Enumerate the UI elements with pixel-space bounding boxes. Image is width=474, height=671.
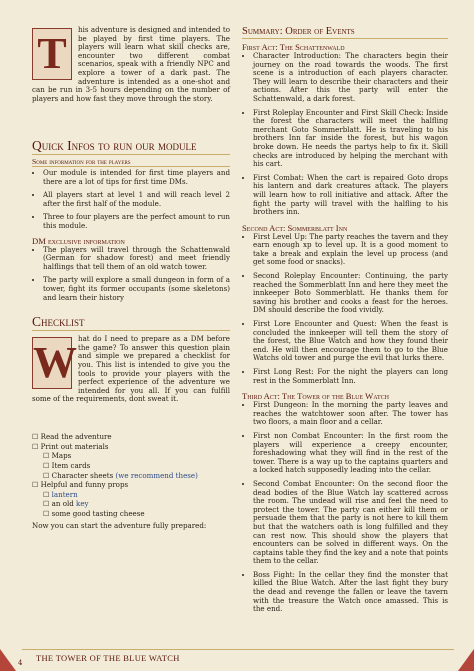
checklist-item[interactable] [32,443,230,452]
key-link[interactable]: key [76,499,89,509]
list-item: • First Lore Encounter and Quest: When the feast is concluded the innkeeper will tell them the story of the forest, the Blue Watch and how they found their end. He will then encourage them to go to the Blue Watchs old tower and purge the evil that lurks there. [253,320,448,363]
act-3-list [242,401,448,614]
checklist-item-label: Maps [51,451,72,461]
act-2-list [242,233,448,386]
checkbox[interactable]: ☐ [43,508,50,518]
footer-corner-ornament-icon [0,649,16,671]
players-info-list [32,169,230,231]
act-heading: Second Act: Sommerblatt Inn [242,222,348,233]
act-heading: Third Act: The Tower of the Blue Watch [242,391,389,402]
list-item: • First Combat: When the cart is repaired Goto drops his lantern and dark creatures attack. The players will learn how to roll initiative and attack. After the fight the party will travel with the halfling to his brothers inn. [253,174,448,217]
checklist-item[interactable] [32,510,230,519]
act-heading: First Act: The Schattenwald [242,42,345,52]
checklist-drop-cap: W [33,338,77,388]
footer-title: THE TOWER OF THE BLUE WATCH [36,653,180,663]
checklist-heading: Checklist [32,315,230,331]
checkbox[interactable]: ☐ [32,432,39,442]
intro-drop-cap: T [32,28,72,80]
right-column [242,26,448,619]
intro-paragraph: his adventure is designed and intended to be played by first time players. The players will learn what skill checks are, encounter two different combat scenarios, speak with a friendly NPC and explore a tower of a dark past. The adventure is intended as a one-shot and can be run in 3-5 hours depending on the number of players and how fast they move through the story. [32,25,230,103]
players-info-heading: Some information for the players [32,157,230,167]
quick-infos-heading: Quick Infos to run our module [32,139,230,155]
footer-rule [22,649,454,650]
checklist-item[interactable] [32,452,230,461]
intro-section [32,26,230,126]
page-footer [0,641,474,671]
checkbox[interactable]: ☐ [43,470,50,480]
list-item: • First Roleplay Encounter and First Skill Check: Inside the forest the characters will meet the halfling merchant Goto Sommerblatt. He is traveling to his brothers Inn far inside the forest, but his wagon broke down. He needs the partys help to fix it. Skill checks are introduced by helping the merchant with his cart. [253,109,448,169]
checklist-item-label: some good tasting cheese [51,508,145,518]
footer-corner-ornament-icon [458,649,474,671]
list-item: • Second Roleplay Encounter: Continuing, the party reached the Sommerblatt Inn and here they meet the innkeeper Boto Sommerblatt. He thanks them for saving his brother and cooks a feast for the heroes. DM should describe the food vividly. [253,272,448,315]
list-item: • First Dungeon: In the morning the party leaves and reaches the watchtower soon after. The tower has two floors, a main floor and a cellar. [253,401,448,427]
checklist-item[interactable] [32,462,230,471]
checkbox[interactable]: ☐ [32,480,39,490]
list-item: • Boss Fight: In the cellar they find the monster that killed the Blue Watch. After the last fight they bury the dead and revenge the fallen or leave the tavern with the treasure the Watch once amassed. This is the end. [253,571,448,614]
list-item: • First Long Rest: For the night the players can long rest in the Sommerblatt Inn. [253,368,448,385]
list-item: • The players will travel through the Schattenwald (German for shadow forest) and meet friendly halflings that tell them of an old watch tower. [43,246,230,272]
lantern-link[interactable]: lantern [51,489,78,499]
recommend-link[interactable]: (we recommend these) [115,470,198,480]
checklist-intro-paragraph: hat do I need to prepare as a DM before the game? To answer this question plain and simple we prepared a checklist for you. This list is intended to give you the tools to provide your players with the perfect experience of the adventure we intended for you all. If you can fulfill some of the requirements, dont sweat it. [32,334,230,404]
checkbox[interactable]: ☐ [43,460,50,470]
dm-info-list [32,246,230,303]
checkbox[interactable]: ☐ [43,451,50,461]
checklist-item-label: Helpful and funny props [40,480,129,490]
left-column [32,26,230,531]
page-number: 4 [18,659,23,667]
checklist-item[interactable] [32,472,230,481]
checklist-item-label: Print out materials [40,441,109,451]
list-item: • Our module is intended for first time players and there are a lot of tips for first time DMs. [43,169,230,186]
list-item: • Second Combat Encounter: On the second floor the dead bodies of the Blue Watch lay scattered across the room. The undead will rise and feel the need to protect the tower. The party can either kill them or persuade them that the party is not here to kill them but that the watchers oath is long fulfilled and they can rest now. This should show the players that encounters can be solved in different ways. On the captains table they find the key and a note that points them to the cellar. [253,480,448,566]
list-item: • The party will explore a small dungeon in form of a tower, fight its former occupants (some skeletons) and learn their history [43,276,230,302]
checklist-item-label: an old [51,499,77,509]
list-item: • First Level Up: The party reaches the tavern and they earn enough xp to level up. It is a good moment to take a break and explain the level up process (and get some food or snacks). [253,233,448,267]
list-item: • All players start at level 1 and will reach level 2 after the first half of the module. [43,191,230,208]
checklist-intro [32,335,230,427]
checklist-item[interactable] [32,491,230,500]
checklist-item-label: Item cards [51,460,91,470]
dm-info-heading: DM exclusive information [32,235,125,246]
checklist-item[interactable] [32,500,230,509]
list-item: • First non Combat Encounter: In the first room the players will experience a creepy encounter, foreshadowing what they will find in the rest of the tower. There is a way up to the captains quarters and a locked hatch supposedly leading into the cellar. [253,432,448,475]
checkbox[interactable]: ☐ [32,441,39,451]
checkbox[interactable]: ☐ [43,499,50,509]
checklist-item-label: Character sheets [51,470,114,480]
checklist-item[interactable] [32,481,230,490]
summary-heading: Summary: Order of Events [242,26,448,39]
checklist [32,433,230,518]
list-item: • Three to four players are the perfect amount to run this module. [43,213,230,230]
checklist-item[interactable] [32,433,230,442]
act-1-list [242,52,448,217]
list-item: • Character Introduction: The characters begin their journey on the road towards the woods. The first scene is a introduction of each players character. They will learn to describe their characters and their actions. After this the party will enter the Schattenwald, a dark forest. [253,52,448,104]
checklist-outro: Now you can start the adventure fully prepared: [32,521,207,531]
checklist-item-label: Read the adventure [40,432,112,442]
checkbox[interactable]: ☐ [43,489,50,499]
